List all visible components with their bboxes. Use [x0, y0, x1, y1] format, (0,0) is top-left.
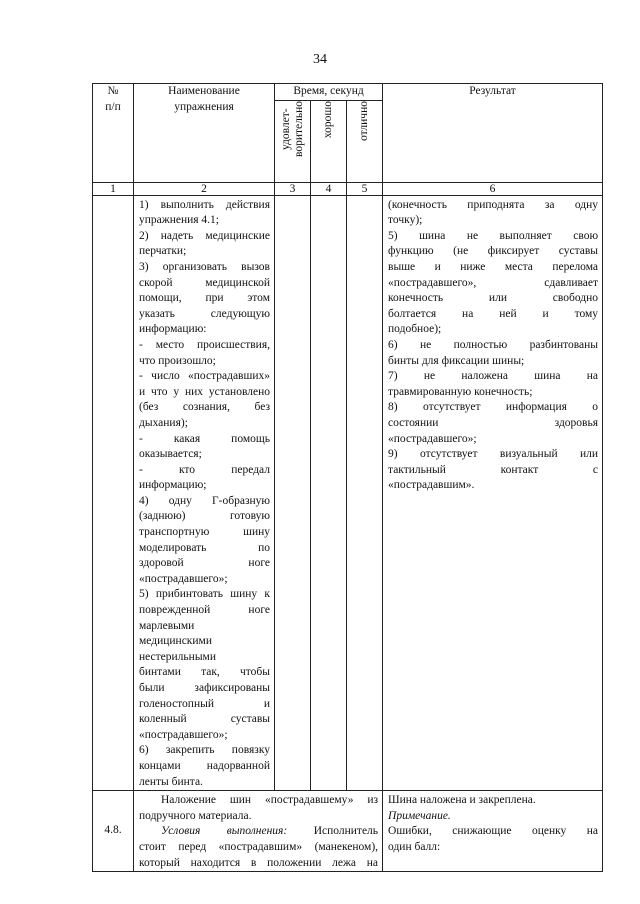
text-line: медицинскими	[139, 635, 212, 648]
text-line: Ошибки, снижающие оценку на	[388, 825, 599, 838]
text-line: помощи, при этом	[139, 292, 270, 305]
text-line: - число «пострадавших»	[139, 370, 270, 383]
text-line: - какая помощь	[139, 432, 270, 445]
text-line: (заднюю) готовую	[139, 510, 270, 523]
text-line: 5) шина не выполняет свою	[388, 229, 599, 242]
text-line: «пострадавшего»;	[139, 728, 228, 741]
text-line: здоровой ноге	[139, 557, 270, 570]
text-line: перчатки;	[139, 245, 187, 258]
text-line: - место происшествия,	[139, 338, 270, 351]
text-line: скорой медицинской	[139, 276, 270, 289]
text-line: концами надорванной	[139, 759, 270, 772]
text-line: и что у них установлено	[139, 385, 270, 398]
text-line: 3) организовать вызов	[139, 260, 270, 273]
text-line: «пострадавшего», сдавливает	[388, 276, 599, 289]
text-line: Условия выполнения: Исполнитель	[161, 825, 379, 838]
text-line: «пострадавшего»;	[388, 432, 477, 445]
text-line: 7) не наложена шина на	[388, 370, 599, 383]
text-line: марлевыми	[139, 619, 195, 632]
text-line: 8) отсутствует информация о	[388, 401, 599, 414]
header-exercise-name: Наименование упражнения	[134, 84, 275, 183]
text-line: что произошло;	[139, 354, 216, 367]
text-line: конечность или свободно	[388, 292, 599, 305]
text-line: 6) не полностью разбинтованы	[388, 338, 599, 351]
result-description	[383, 791, 603, 872]
result-errors	[383, 195, 603, 791]
text-line: «пострадавшего»;	[139, 572, 228, 585]
header-satisfactory: удовлет- ворительно	[275, 100, 311, 182]
text-line: нестерильными	[139, 650, 216, 663]
table-row	[93, 791, 603, 872]
text-line: коленный суставы	[139, 713, 270, 726]
text-line: выше и ниже места перелома	[388, 260, 599, 273]
column-numbers-row: 1 2 3 4 5 6	[93, 182, 603, 195]
text-line: точку);	[388, 214, 423, 227]
text-line: информацию;	[139, 479, 207, 492]
text-line: оказывается;	[139, 448, 202, 461]
text-line: 4) одну Г-образную	[139, 494, 270, 507]
text-line: подручного материала.	[139, 809, 252, 822]
text-line: бинтами так, чтобы	[139, 666, 270, 679]
text-line: дыхания);	[139, 416, 188, 429]
text-line: бинты для фиксации шины;	[388, 354, 525, 367]
text-line: Наложение шин «пострадавшему» из	[161, 794, 379, 807]
exercise-number: 4.8.	[93, 791, 134, 872]
header-result: Результат	[383, 84, 603, 183]
text-line: упражнения 4.1;	[139, 214, 220, 227]
text-line: (конечность приподнята за одну	[388, 198, 599, 211]
text-line: 2) надеть медицинские	[139, 229, 270, 242]
text-line: ленты бинта.	[139, 775, 203, 788]
text-line: (без сознания, без	[139, 401, 270, 414]
text-line: 9) отсутствует визуальный или	[388, 448, 599, 461]
text-line: «пострадавшим».	[388, 479, 475, 492]
text-line: транспортную шину	[139, 526, 270, 539]
table-row	[93, 195, 603, 791]
text-line: подобное);	[388, 323, 442, 336]
header-good: хорошо	[311, 100, 347, 182]
text-line: болтается на ней и тому	[388, 307, 599, 320]
text-line: Примечание.	[388, 809, 451, 822]
text-line: стоит перед «пострадавшим» (манекеном),	[139, 840, 379, 853]
header-time-group: Время, секунд	[275, 84, 383, 101]
text-line: 5) прибинтовать шину к	[139, 588, 270, 601]
text-line: указать следующую	[139, 307, 270, 320]
exercise-steps	[134, 195, 275, 791]
text-line: который находится в положении лежа на	[139, 856, 379, 869]
text-line: 6) закрепить повязку	[139, 744, 270, 757]
text-line: были зафиксированы	[139, 682, 270, 694]
exercise-description	[134, 791, 383, 872]
text-line: моделировать по	[139, 541, 270, 554]
text-line: голеностопный и	[139, 697, 270, 710]
text-line: функцию (не фиксирует суставы	[388, 245, 599, 258]
text-line: травмированную конечность;	[388, 385, 533, 398]
text-line: Шина наложена и закреплена.	[388, 794, 536, 807]
text-line: поврежденной ноге	[139, 604, 270, 617]
header-number: № п/п	[93, 84, 134, 183]
exercise-table	[92, 83, 603, 872]
page-number: 34	[313, 52, 327, 67]
text-line: один балл:	[388, 840, 441, 853]
text-line: информацию:	[139, 323, 207, 336]
text-line: - кто передал	[139, 463, 270, 476]
text-line: тактильный контакт с	[388, 463, 599, 476]
text-line: состоянии здоровья	[388, 416, 599, 429]
header-excellent: отлично	[347, 100, 383, 182]
text-line: 1) выполнить действия	[139, 198, 270, 211]
